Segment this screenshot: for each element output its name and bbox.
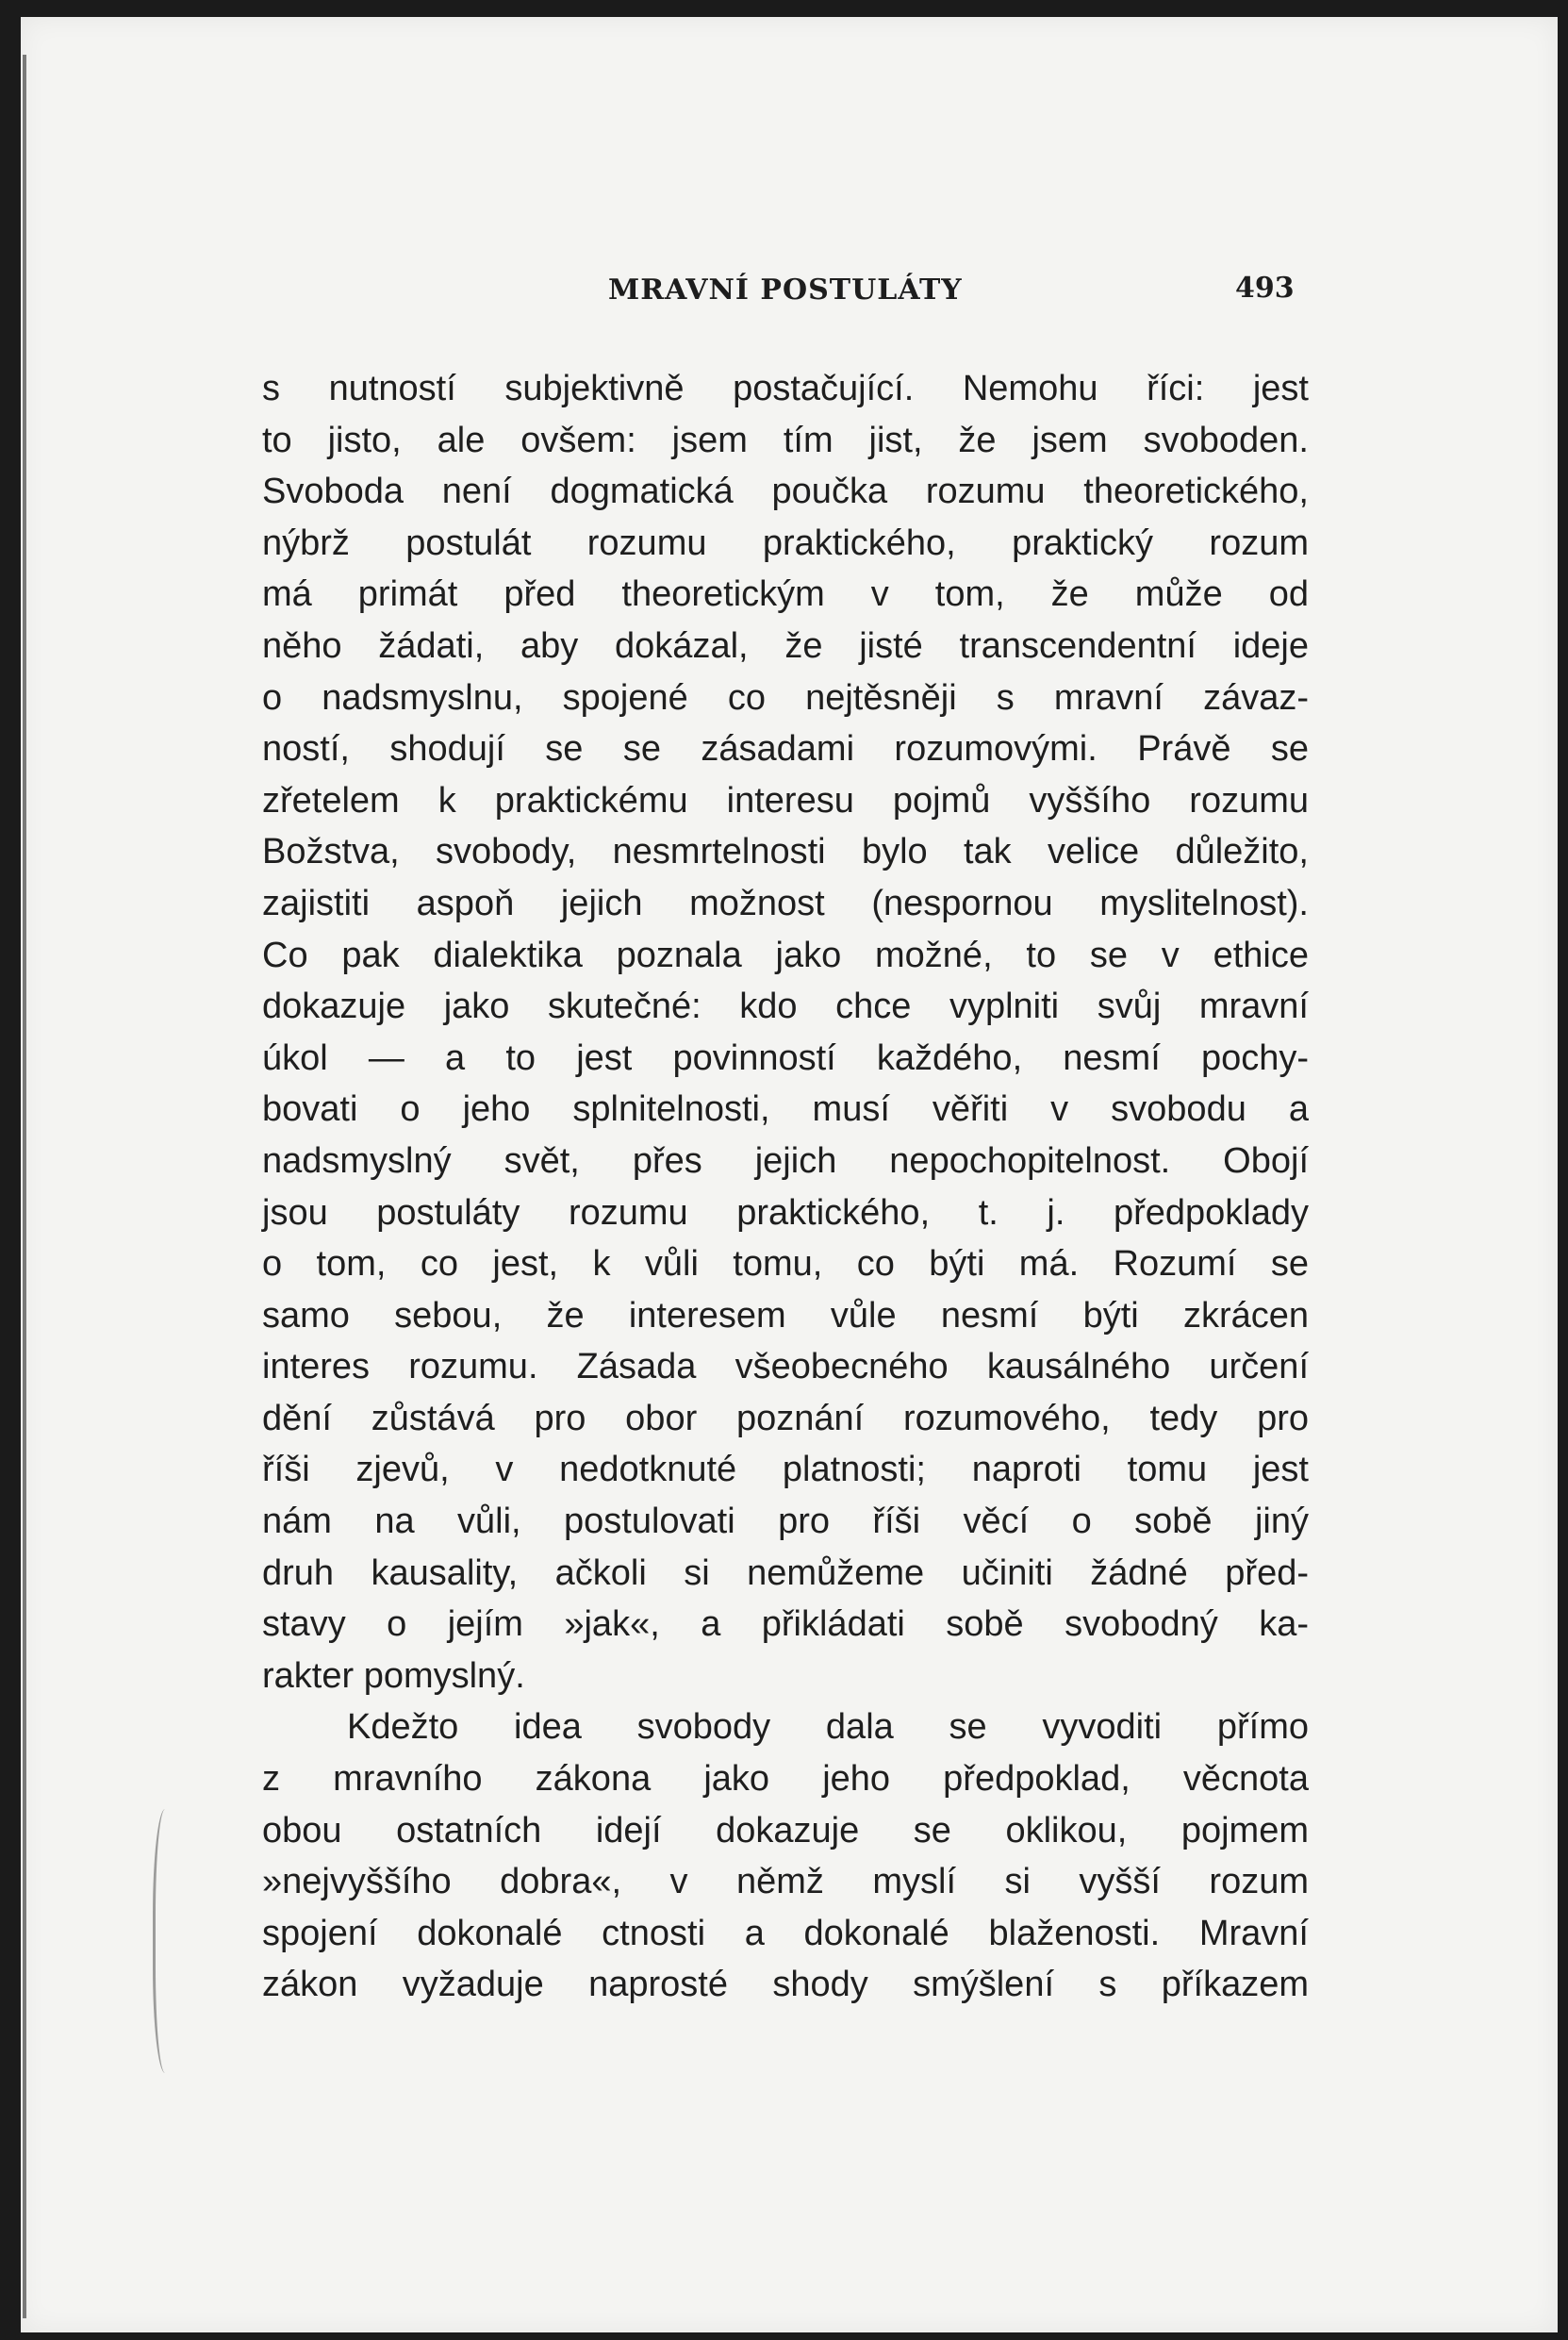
text-line: »nejvyššího dobra«, v němž myslí si vyšší rozum bbox=[262, 1862, 1309, 1902]
running-title: MRAVNÍ POSTULÁTY bbox=[608, 274, 963, 307]
page-header bbox=[0, 274, 1568, 311]
text-line: s nutností subjektivně postačující. Nemohu říci: jest bbox=[262, 369, 1309, 408]
text-line: Svoboda není dogmatická poučka rozumu theoretického, bbox=[262, 472, 1309, 512]
text-line: samo sebou, že interesem vůle nesmí býti zkrácen bbox=[262, 1295, 1309, 1336]
text-line: nadsmyslný svět, přes jejich nepochopitelnost. Obojí bbox=[262, 1140, 1309, 1181]
paragraph-start-line: Kdežto idea svobody dala se vyvoditi přímo bbox=[347, 1707, 1309, 1748]
text-line: úkol — a to jest povinností každého, nesmí pochy- bbox=[262, 1037, 1309, 1078]
text-line: dokazuje jako skutečné: kdo chce vyplniti svůj mravní bbox=[262, 987, 1309, 1027]
text-line: druh kausality, ačkoli si nemůžeme učiniti žádné před- bbox=[262, 1552, 1309, 1593]
text-line: něho žádati, aby dokázal, že jisté transcendentní ideje bbox=[262, 625, 1309, 666]
text-line: Božstva, svobody, nesmrtelnosti bylo tak velice důležito, bbox=[262, 832, 1309, 872]
text-line: dění zůstává pro obor poznání rozumového, tedy pro bbox=[262, 1398, 1309, 1438]
text-line: bovati o jeho splnitelnosti, musí věřiti v svobodu a bbox=[262, 1089, 1309, 1130]
paragraph-end-line: rakter pomyslný. bbox=[262, 1655, 525, 1696]
text-line: zřetelem k praktickému interesu pojmů vyššího rozumu bbox=[262, 780, 1309, 821]
text-line: o tom, co jest, k vůli tomu, co býti má. Rozumí se bbox=[262, 1244, 1309, 1285]
text-line: spojení dokonalé ctnosti a dokonalé blaženosti. Mravní bbox=[262, 1913, 1309, 1953]
text-line: nýbrž postulát rozumu praktického, praktický rozum bbox=[262, 523, 1309, 563]
margin-mark bbox=[153, 1809, 184, 2073]
text-line: obou ostatních idejí dokazuje se oklikou, pojmem bbox=[262, 1810, 1309, 1850]
text-line: jsou postuláty rozumu praktického, t. j. předpoklady bbox=[262, 1192, 1309, 1233]
text-line: ností, shodují se se zásadami rozumovými. Právě se bbox=[262, 729, 1309, 770]
text-line: nám na vůli, postulovati pro říši věcí o sobě jiný bbox=[262, 1502, 1309, 1542]
body-text bbox=[262, 363, 1309, 2011]
text-line: o nadsmyslnu, spojené co nejtěsněji s mravní závaz- bbox=[262, 677, 1309, 718]
text-line: to jisto, ale ovšem: jsem tím jist, že jsem svoboden. bbox=[262, 420, 1309, 460]
text-line: z mravního zákona jako jeho předpoklad, věcnota bbox=[262, 1759, 1309, 1800]
text-line: říši zjevů, v nedotknuté platnosti; naproti tomu jest bbox=[262, 1450, 1309, 1490]
text-line: zákon vyžaduje naprosté shody smýšlení s příkazem bbox=[262, 1965, 1309, 2005]
text-line: Co pak dialektika poznala jako možné, to se v ethice bbox=[262, 935, 1309, 975]
page-number: 493 bbox=[1235, 272, 1295, 305]
page-spine-edge bbox=[23, 55, 26, 2318]
text-line: má primát před theoretickým v tom, že může od bbox=[262, 574, 1309, 615]
text-line: stavy o jejím »jak«, a přikládati sobě svobodný ka- bbox=[262, 1604, 1309, 1645]
text-line: interes rozumu. Zásada všeobecného kausálného určení bbox=[262, 1347, 1309, 1387]
text-line: zajistiti aspoň jejich možnost (nespornou myslitelnost). bbox=[262, 883, 1309, 923]
